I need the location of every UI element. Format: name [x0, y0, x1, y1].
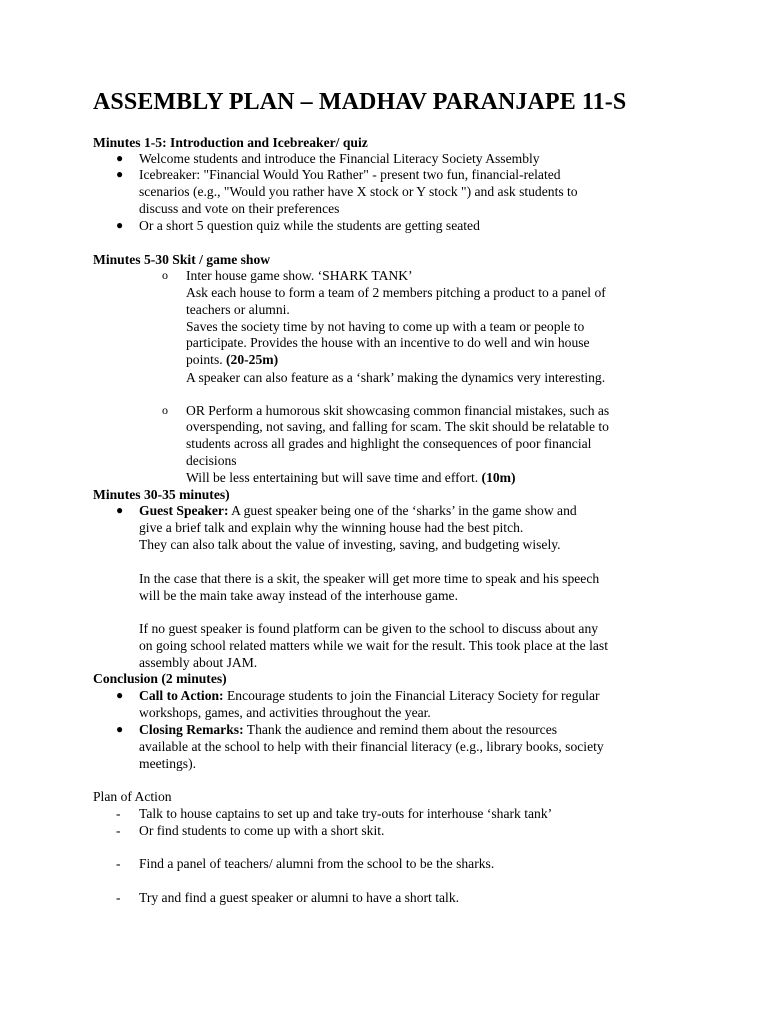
list-item-continued: Saves the society time by not having to come up with a team or people to [186, 319, 585, 334]
circle-bullet-icon: o [162, 403, 168, 417]
dash-bullet-icon: - [116, 856, 121, 871]
item-label: Call to Action: [139, 688, 224, 703]
bullet-icon: ● [116, 722, 124, 736]
list-item [139, 502, 577, 519]
list-item-continued: meetings). [139, 756, 197, 771]
list-item-continued [186, 469, 516, 486]
text-run: A guest speaker being one of the ‘sharks’ in the game show and [228, 503, 577, 518]
section-heading-conclusion: Conclusion (2 minutes) [93, 671, 227, 686]
text-run: Thank the audience and remind them about the resources [243, 722, 558, 737]
dash-bullet-icon: - [116, 823, 121, 838]
list-item-continued [186, 351, 278, 368]
bullet-icon: ● [116, 151, 124, 165]
list-item-continued: discuss and vote on their preferences [139, 201, 340, 216]
list-item: Or find students to come up with a short skit. [139, 823, 385, 838]
list-item-continued: They can also talk about the value of investing, saving, and budgeting wisely. [139, 537, 561, 552]
section-heading-speaker: Minutes 30-35 minutes) [93, 487, 230, 502]
list-item [139, 687, 600, 704]
time-estimate: (10m) [481, 470, 516, 485]
list-item-continued: participate. Provides the house with an incentive to do well and win house [186, 335, 590, 350]
section-heading-plan: Plan of Action [93, 789, 172, 804]
bullet-icon: ● [116, 688, 124, 702]
circle-bullet-icon: o [162, 268, 168, 282]
list-item: OR Perform a humorous skit showcasing common financial mistakes, such as [186, 403, 610, 418]
list-item-continued: scenarios (e.g., "Would you rather have X stock or Y stock ") and ask students to [139, 184, 578, 199]
list-item: Or a short 5 question quiz while the students are getting seated [139, 218, 480, 233]
dash-bullet-icon: - [116, 806, 121, 821]
list-item: Find a panel of teachers/ alumni from the school to be the sharks. [139, 856, 495, 871]
bullet-icon: ● [116, 503, 124, 517]
list-item-continued: Ask each house to form a team of 2 members pitching a product to a panel of [186, 285, 606, 300]
list-item: Try and find a guest speaker or alumni to have a short talk. [139, 890, 460, 905]
list-item: Welcome students and introduce the Financial Literacy Society Assembly [139, 151, 540, 166]
list-item-continued: available at the school to help with their financial literacy (e.g., library books, society [139, 739, 604, 754]
list-item-continued: A speaker can also feature as a ‘shark’ making the dynamics very interesting. [186, 370, 606, 385]
paragraph-line: If no guest speaker is found platform can be given to the school to discuss about any [139, 621, 599, 636]
bullet-icon: ● [116, 218, 124, 232]
page-title: ASSEMBLY PLAN – MADHAV PARANJAPE 11-S [93, 89, 627, 115]
paragraph-line: will be the main take away instead of the interhouse game. [139, 588, 458, 603]
paragraph-line: In the case that there is a skit, the speaker will get more time to speak and his speech [139, 571, 600, 586]
list-item [139, 721, 557, 738]
list-item-continued: students across all grades and highlight the consequences of poor financial [186, 436, 592, 451]
list-item-continued: decisions [186, 453, 237, 468]
list-item-continued: teachers or alumni. [186, 302, 290, 317]
time-estimate: (20-25m) [226, 352, 279, 367]
dash-bullet-icon: - [116, 890, 121, 905]
paragraph-line: assembly about JAM. [139, 655, 258, 670]
paragraph-line: on going school related matters while we wait for the result. This took place at the last [139, 638, 608, 653]
text-run: Will be less entertaining but will save time and effort. [186, 470, 482, 485]
section-heading-skit: Minutes 5-30 Skit / game show [93, 252, 271, 267]
item-label: Guest Speaker: [139, 503, 229, 518]
list-item: Inter house game show. ‘SHARK TANK’ [186, 268, 413, 283]
list-item: Icebreaker: "Financial Would You Rather" - present two fun, financial-related [139, 167, 561, 182]
item-label: Closing Remarks: [139, 722, 244, 737]
text-run: Encourage students to join the Financial Literacy Society for regular [223, 688, 600, 703]
list-item-continued: overspending, not saving, and falling for scam. The skit should be relatable to [186, 419, 609, 434]
list-item-continued: workshops, games, and activities throughout the year. [139, 705, 431, 720]
bullet-icon: ● [116, 167, 124, 181]
list-item: Talk to house captains to set up and take try-outs for interhouse ‘shark tank’ [139, 806, 553, 821]
text-run: points. [186, 352, 227, 367]
section-heading-intro: Minutes 1-5: Introduction and Icebreaker/ quiz [93, 135, 368, 150]
list-item-continued: give a brief talk and explain why the winning house had the best pitch. [139, 520, 524, 535]
